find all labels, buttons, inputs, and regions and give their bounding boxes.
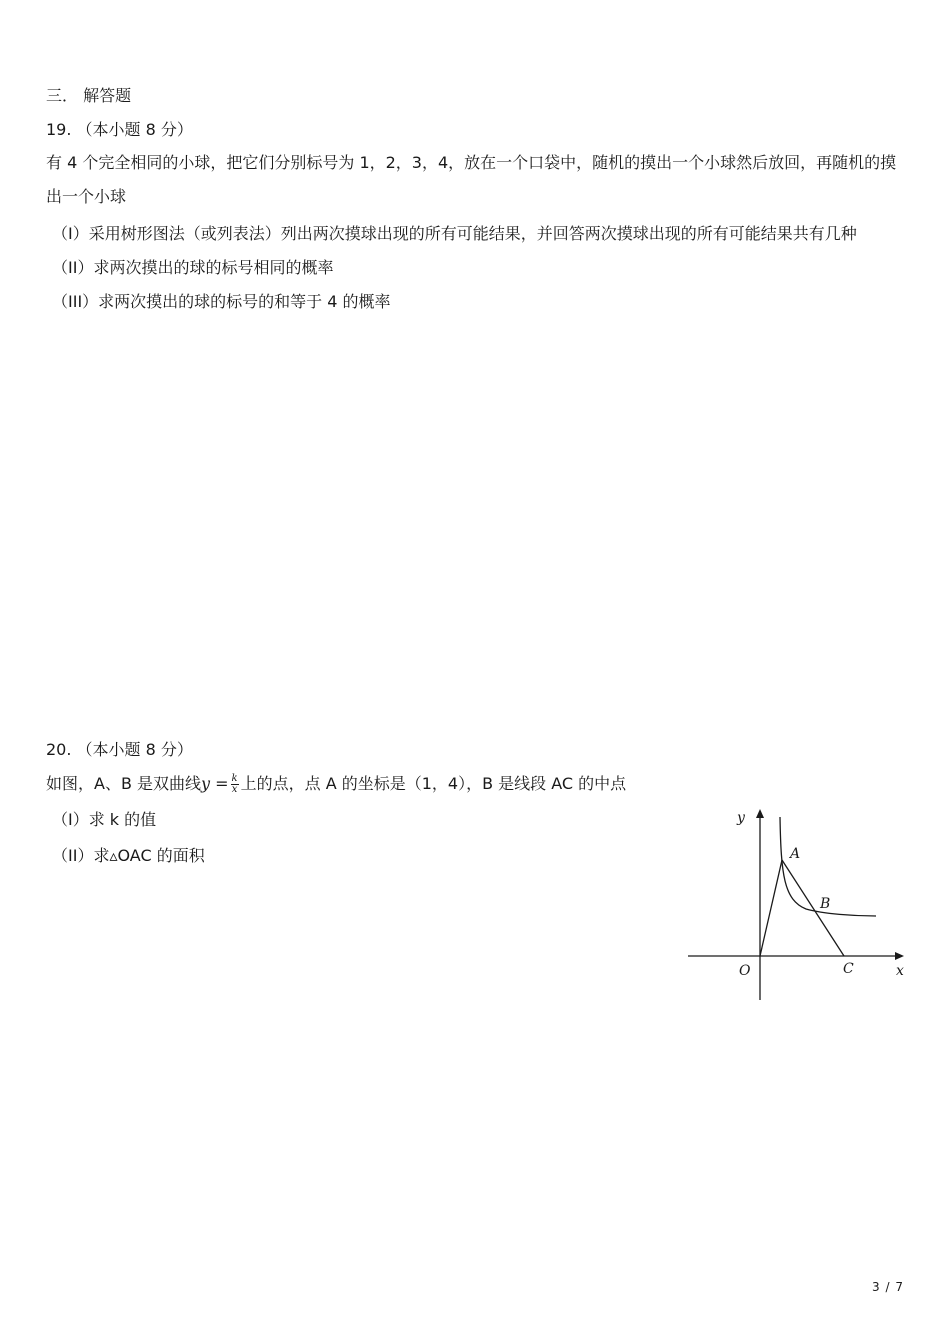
q19-part-3: （III）求两次摸出的球的标号的和等于 4 的概率 (52, 292, 391, 311)
formula-numerator: k (231, 773, 238, 784)
q20-stem-suffix: 上的点，点 A 的坐标是（1，4），B 是线段 AC 的中点 (240, 774, 627, 793)
segment-AC (782, 860, 844, 956)
q19-header: 19. （本小题 8 分） (46, 120, 193, 139)
q20-stem (46, 774, 626, 795)
formula-fraction (231, 774, 239, 795)
page-number: 3 / 7 (872, 1280, 904, 1294)
point-A-label: A (790, 846, 801, 862)
x-axis-label: x (896, 963, 904, 979)
y-axis-arrow-icon (756, 809, 764, 818)
hyperbola-figure (684, 805, 908, 1005)
formula-denominator: x (231, 784, 238, 795)
q19-part-2: （II）求两次摸出的球的标号相同的概率 (52, 258, 334, 277)
q20-header: 20. （本小题 8 分） (46, 740, 193, 759)
formula-lhs: y = (201, 774, 229, 793)
point-C-label: C (843, 961, 854, 977)
section-title: 三． 解答题 (46, 86, 132, 105)
y-axis-label: y (737, 810, 745, 826)
q20-stem-prefix: 如图，A、B 是双曲线 (46, 774, 202, 793)
q20-part-1: （I）求 k 的值 (52, 810, 157, 829)
q19-stem: 有 4 个完全相同的小球，把它们分别标号为 1，2，3，4，放在一个口袋中，随机的摸出一个小球然后放回，再随机的摸出一个小球 (46, 153, 897, 206)
q19-part-1: （I）采用树形图法（或列表法）列出两次摸球出现的所有可能结果，并回答两次摸球出现的所有可能结果共有几种 (52, 224, 857, 243)
origin-label: O (739, 963, 751, 979)
q20-part-2: （II）求▵OAC 的面积 (52, 846, 205, 865)
x-axis-arrow-icon (895, 952, 904, 960)
point-B-label: B (820, 896, 831, 912)
segment-OA (760, 860, 782, 956)
